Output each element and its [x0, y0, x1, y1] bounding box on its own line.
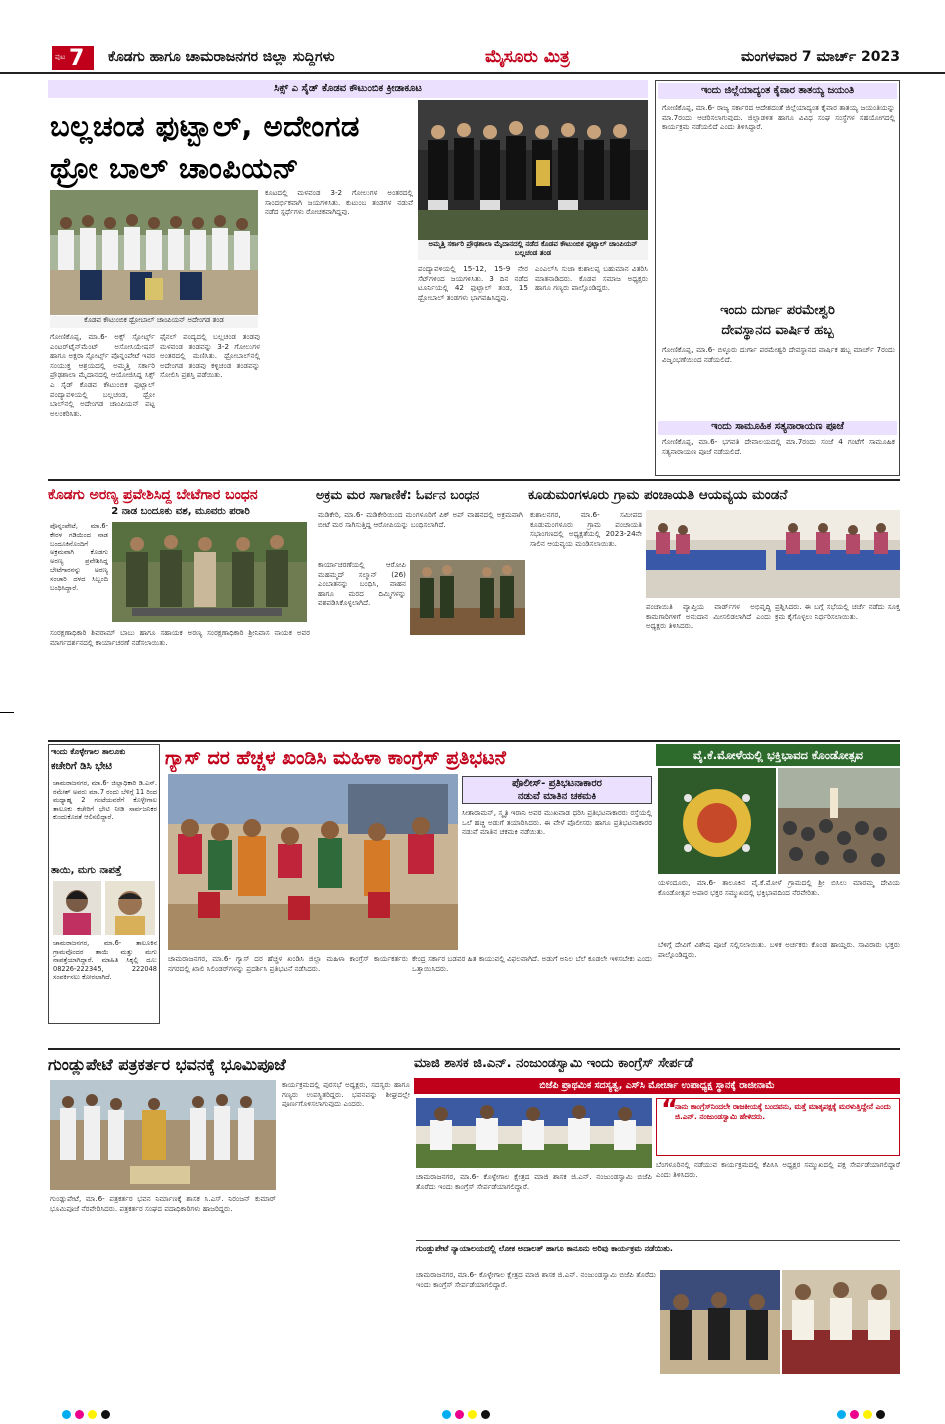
budget-body: ಕುಶಾಲನಗರ, ಮಾ.6- ಸಮೀಪದ ಕೂಡುಮಂಗಳೂರು ಗ್ರಾಮ ಪಂಚಾಯತಿ ಸಭಾಂಗಣದಲ್ಲಿ ಅಧ್ಯಕ್ಷತೆಯಲ್ಲಿ 2023-24ನೇ ಸಾಲಿನ ಆಯವ್ಯಯ ಮಂಡಿಸಲಾಯಿತು. [530, 510, 642, 548]
budget-title: ಕೂಡುಮಂಗಳೂರು ಗ್ರಾಮ ಪಂಚಾಯತಿ ಆಯವ್ಯಯ ಮಂಡನೆ [528, 487, 788, 503]
court-photo-right [782, 1270, 900, 1374]
forest-title: ಕೊಡಗು ಅರಣ್ಯ ಪ್ರವೇಶಿಸಿದ್ದ ಬೇಟೆಗಾರ ಬಂಧನ [48, 487, 258, 503]
sports-headline-2: ಥ್ರೋ ಬಾಲ್ ಚಾಂಪಿಯನ್ [50, 151, 300, 185]
puja-body: ಗೋಣಿಕೊಪ್ಪ, ಮಾ.6- ಭಗವತಿ ದೇವಾಲಯದಲ್ಲಿ ಮಾ.7ರಂದು ಸಂಜೆ 4 ಗಂಟೆಗೆ ಸಾಮೂಹಿಕ ಸತ್ಯನಾರಾಯಣ ಪೂಜೆ ನಡೆಯಲಿದೆ. [662, 437, 895, 456]
puja-title: ಇಂದು ಸಾಮೂಹಿಕ ಸತ್ಯನಾರಾಯಣ ಪೂಜೆ [658, 421, 897, 435]
congress-body: ಚಾಮರಾಜನಗರ, ಮಾ.6- ಕೊಳ್ಳೇಗಾಲ ಕ್ಷೇತ್ರದ ಮಾಜಿ ಶಾಸಕ ಜಿ.ಎನ್. ನಂಜುಂಡಸ್ವಾಮಿ ಬಿಜೆಪಿ ತೊರೆದು ಇಂದು ಕಾಂಗ್ರೆಸ್ ಸೇರ್ಪಡೆಯಾಗಲಿದ್ದಾರೆ. [416, 1172, 652, 1191]
budget-body-3: ಪ್ರಶ್ನಿಸಿದರು. ಈ ಬಗ್ಗೆ ಸಭೆಯಲ್ಲಿ ಚರ್ಚೆ ನಡೆದು ಸೂಕ್ತ ಕ್ರಮ ಕೈಗೊಳ್ಳಲು ನಿರ್ಧರಿಸಲಾಯಿತು. [775, 602, 900, 621]
jayanti-box [655, 80, 900, 476]
sports-body-col4: ಪಂದ್ಯಾವಳಿಯಲ್ಲಿ 15-12, 15-9 ನೇರ ಸೆಟ್‌ಗಳಿಂದ ಜಯಗಳಿಸಿತು. 3 ದಿನ ನಡೆದ ಟೂರ್ನಿಯಲ್ಲಿ 42 ಫುಟ್ಬಾಲ್ ತಂಡ, 15 ಥ್ರೋಬಾಲ್ ತಂಡಗಳು ಭಾಗವಹಿಸಿದ್ದವು. [418, 264, 528, 302]
kachery-title-1: ಇಂದು ಕೊಳ್ಳೇಗಾಲ ತಾಲೂಕು [51, 747, 126, 756]
gundlupet-ceremony-photo [50, 1080, 276, 1190]
budget-meeting-photo [646, 510, 900, 598]
protest-side-box [462, 776, 652, 804]
throwball-photo-caption: ಕೊಡವ ಕೌಟುಂಬಿಕ ಥ್ರೋಬಾಲ್ ಚಾಂಪಿಯನ್ ಅದೇಂಗಡ ತಂಡ [50, 316, 258, 328]
sports-kicker: ಸಿಕ್ಸ್ ಎ ಸೈಡ್ ಕೊಡವ ಕೌಟುಂಬಿಕ ಕ್ರೀಡಾಕೂಟ [274, 83, 422, 94]
missing-body: ಚಾಮರಾಜನಗರ, ಮಾ.6- ತಾಲೂಕಿನ ಗ್ರಾಮವೊಂದರ ತಾಯಿ ಮತ್ತು ಮಗು ನಾಪತ್ತೆಯಾಗಿದ್ದಾರೆ. ಮಾಹಿತಿ ಸಿಕ್ಕಲ್ಲಿ ದೂ: 08226-222345, 222048 ಸಂಪರ್ಕಿಸಲು ಕೋರಲಾಗಿದೆ. [53, 939, 157, 982]
festival-title: ವೈ.ಕೆ.ಮೋಳೆಯಲ್ಲಿ ಭಕ್ತಿಭಾವದ ಕೊಂಡೋತ್ಸವ [656, 744, 900, 766]
wood-body: ಮಡಿಕೇರಿ, ಮಾ.6- ಮಡಿಕೇರಿಯಿಂದ ಮಂಗಳೂರಿಗೆ ಪಿಕ್ ಅಪ್ ವಾಹನದಲ್ಲಿ ಅಕ್ರಮವಾಗಿ ಬೀಟೆ ಮರ ಸಾಗಿಸುತ್ತಿದ್ದ ಆರೋಪಿಯನ್ನು ಬಂಧಿಸಲಾಗಿದೆ. [318, 510, 523, 529]
sports-body-col1: ಗೋಣಿಕೊಪ್ಪ, ಮಾ.6- ಅಕ್ಸ್ ಸ್ಪೋರ್ಟ್ಸ್ ಎಂಟರ್‌ಟೈನ್‌ಮೆಂಟ್ ಅಸೋಸಿಯೇಷನ್ ಹಾಗೂ ಅಕ್ಷರಾ ಸ್ಪೋರ್ಟ್ಸ್ ಪೊನ್ನಂಪೇಟೆ ಇವರ ಸಂಯುಕ್ತ ಆಶ್ರಯದಲ್ಲಿ ಅಮ್ಮತ್ತಿ ಸರ್ಕಾರಿ ಪ್ರೌಢಶಾಲಾ ಮೈದಾನದಲ್ಲಿ ಆಯೋಜಿಸಿದ್ದ ಸಿಕ್ಸ್ ಎ ಸೈಡ್ ಕೊಡವ ಕೌಟುಂಬಿಕ ಫುಟ್ಬಾಲ್ ಪಂದ್ಯಾವಳಿಯಲ್ಲಿ ಬಲ್ಲಚಂಡ, ಥ್ರೋ ಬಾಲ್‌ನಲ್ಲಿ ಅದೇಂಗಡ ಚಾಂಪಿಯನ್ ಪಟ್ಟ ಅಲಂಕರಿಸಿತು. [50, 332, 155, 418]
page-label: ಪುಟ [55, 53, 66, 61]
durga-title-2: ದೇವಸ್ಥಾನದ ವಾರ್ಷಿಕ ಹಬ್ಬ [721, 323, 834, 338]
registration-marks-right [835, 1404, 895, 1416]
football-photo-caption: ಅಮ್ಮತ್ತಿ ಸರ್ಕಾರಿ ಪ್ರೌಢಶಾಲಾ ಮೈದಾನದಲ್ಲಿ ನಡೆದ ಕೊಡವ ಕೌಟುಂಬಿಕ ಫುಟ್ಬಾಲ್ ಚಾಂಪಿಯನ್ ಬಲ್ಲಚಂಡ ತಂಡ [418, 240, 648, 260]
masthead-logo: ಮೈಸೂರು ಮಿತ್ರ [485, 47, 570, 67]
protest-body: ಚಾಮರಾಜನಗರ, ಮಾ.6- ಗ್ಯಾಸ್ ದರ ಹೆಚ್ಚಳ ಖಂಡಿಸಿ ಜಿಲ್ಲಾ ಮಹಿಳಾ ಕಾಂಗ್ರೆಸ್ ಕಾರ್ಯಕರ್ತರು ನಗರದಲ್ಲಿ ಖಾಲಿ ಸಿಲಿಂಡರ್‌ಗಳನ್ನು ಪ್ರದರ್ಶಿಸಿ ಪ್ರತಿಭಟನೆ ನಡೆಸಿದರು. [168, 954, 408, 973]
durga-title-1: ಇಂದು ದುರ್ಗಾ ಪರಮೇಶ್ವರಿ [720, 303, 835, 318]
congress-quote-text: ನಾನು ಕಾಂಗ್ರೆಸ್‌ನಿಂದಲೇ ರಾಜಕೀಯಕ್ಕೆ ಬಂದವನು, ಮತ್ತೆ ಮಾತೃಪಕ್ಷಕ್ಕೆ ಮರಳುತ್ತಿದ್ದೇನೆ ಎಂದು ಜಿ.ಎನ್. ನಂಜುಂಡಸ್ವಾಮಿ ಹೇಳಿದರು. [675, 1102, 891, 1121]
forest-body: ಪೊನ್ನಂಪೇಟೆ, ಮಾ.6- ಕೇರಳ ಗಡಿಯಿಂದ ನಾಡ ಬಂದೂಕಿನೊಂದಿಗೆ ಅಕ್ರಮವಾಗಿ ಕೊಡಗು ಅರಣ್ಯ ಪ್ರವೇಶಿಸಿದ್ದ ಬೇಟೆಗಾರನನ್ನು ಅರಣ್ಯ ಸಂಚಾರಿ ದಳದ ಸಿಬ್ಬಂದಿ ಬಂಧಿಸಿದ್ದಾರೆ. [50, 522, 108, 592]
crop-mark-left [0, 712, 14, 713]
sports-kicker-bar [48, 80, 648, 98]
wood-seizure-photo [410, 560, 525, 635]
protest-title: ಗ್ಯಾಸ್ ದರ ಹೆಚ್ಚಳ ಖಂಡಿಸಿ ಮಹಿಳಾ ಕಾಂಗ್ರೆಸ್ ಪ್ರತಿಭಟನೆ [165, 747, 506, 769]
protest-box-title-1: ಪೊಲೀಸ್- ಪ್ರತಿಭಟನಾಕಾರರ [512, 778, 602, 789]
wood-title: ಅಕ್ರಮ ಮರ ಸಾಗಾಣಿಕೆ: ಓರ್ವನ ಬಂಧನ [316, 487, 480, 502]
page-header [0, 44, 945, 74]
congress-press-photo [416, 1098, 652, 1168]
jayanti-body: ಗೋಣಿಕೊಪ್ಪ, ಮಾ.6- ರಾಜ್ಯ ಸರ್ಕಾರದ ಆದೇಶದಂತೆ ಜಿಲ್ಲೆಯಾದ್ಯಂತ ಕೈವಾರ ತಾತಯ್ಯ ಜಯಂತಿಯನ್ನು ಮಾ.7ರಂದು ಆಚರಿಸಲಾಗುವುದು. ಜಿಲ್ಲಾಡಳಿತ ಹಾಗೂ ವಿವಿಧ ಸಂಘ ಸಂಸ್ಥೆಗಳ ಸಹಯೋಗದಲ್ಲಿ ಕಾರ್ಯಕ್ರಮ ನಡೆಯಲಿದೆ ಎಂದು ತಿಳಿಸಿದ್ದಾರೆ. [662, 103, 895, 132]
missing-title: ತಾಯಿ, ಮಗು ನಾಪತ್ತೆ [51, 865, 122, 876]
kachery-body: ಚಾಮರಾಜನಗರ, ಮಾ.6- ಜಿಲ್ಲಾಧಿಕಾರಿ ಡಿ.ಎಸ್. ರಮೇಶ್ ಅವರು ಮಾ.7 ರಂದು ಬೆಳಿಗ್ಗೆ 11 ರಿಂದ ಮಧ್ಯಾಹ್ನ 2 ಗಂಟೆಯವರೆಗೆ ಕೊಳ್ಳೇಗಾಲ ತಾಲೂಕು ಕಚೇರಿಗೆ ಭೇಟಿ ನೀಡಿ ಸಾರ್ವಜನಿಕರ ಕುಂದುಕೊರತೆ ಆಲಿಸಲಿದ್ದಾರೆ. [53, 779, 157, 822]
wood-body-2: ಕಾರ್ಯಾಚರಣೆಯಲ್ಲಿ ಆರೋಪಿ ಮಹಮ್ಮದ್ ಸಲ್ಮಾನ್ (26) ಎಂಬಾತನನ್ನು ಬಂಧಿಸಿ, ವಾಹನ ಹಾಗೂ ಮರದ ದಿಮ್ಮಿಗಳನ್ನು ವಶಪಡಿಸಿಕೊಳ್ಳಲಾಗಿದೆ. [318, 560, 406, 608]
sports-body-col3: ಕೂಟದಲ್ಲಿ ಮಳವಂಡ 3-2 ಗೋಲುಗಳ ಅಂತರದಲ್ಲಿ ಸಾಂದರ್ಭಿಕವಾಗಿ ಜಯಗಳಿಸಿತು. ಕುಟುಂಬ ತಂಡಗಳ ನಡುವೆ ನಡೆದ ಸ್ಪರ್ಧೆಗಳು ರೋಚಕವಾಗಿದ್ದವು. [265, 188, 413, 217]
section-divider-2 [48, 740, 900, 742]
budget-body-2: ಪಂಚಾಯಿತಿ ವ್ಯಾಪ್ತಿಯ ವಾರ್ಡ್‌ಗಳ ಅಭಿವೃದ್ಧಿ ಕಾಮಗಾರಿಗಳಿಗೆ ಅನುದಾನ ಮೀಸಲಿಡಲಾಗಿದೆ ಎಂದು ಅಧ್ಯಕ್ಷರು ತಿಳಿಸಿದರು. [646, 602, 771, 631]
durga-body: ಗೋಣಿಕೊಪ್ಪ, ಮಾ.6- ಬಿಳ್ಳೂರು ದುರ್ಗಾ ಪರಮೇಶ್ವರಿ ದೇವಸ್ಥಾನದ ವಾರ್ಷಿಕ ಹಬ್ಬ ಮಾರ್ಚ್ 7ರಂದು ವಿಜೃಂಭಣೆಯಿಂದ ನಡೆಯಲಿದೆ. [662, 345, 895, 364]
section-title: ಕೊಡಗು ಹಾಗೂ ಚಾಮರಾಜನಗರ ಜಿಲ್ಲಾ ಸುದ್ದಿಗಳು [108, 49, 335, 65]
congress-bottom-note: ಗುಂಡ್ಲುಪೇಟೆ ನ್ಯಾಯಾಲಯದಲ್ಲಿ ಲೋಕ ಅದಾಲತ್ ಹಾಗೂ ಕಾನೂನು ಅರಿವು ಕಾರ್ಯಕ್ರಮ ನಡೆಯಿತು. [416, 1240, 900, 1266]
court-photo-left [660, 1270, 780, 1374]
gundlupet-body-2: ಕಾರ್ಯಕ್ರಮದಲ್ಲಿ ಪುರಸಭೆ ಅಧ್ಯಕ್ಷರು, ಸದಸ್ಯರು ಹಾಗೂ ಗಣ್ಯರು ಉಪಸ್ಥಿತರಿದ್ದರು. ಭವನವನ್ನು ಶೀಘ್ರದಲ್ಲೇ ಪೂರ್ಣಗೊಳಿಸಲಾಗುವುದು ಎಂದರು. [282, 1080, 410, 1109]
protest-box-body: ಸೀತಾರಾಮನ್, ಸ್ಮೃತಿ ಇರಾನಿ ಅವರ ಮುಖವಾಡ ಧರಿಸಿ ಪ್ರತಿಭಟನಾಕಾರರು ರಸ್ತೆಯಲ್ಲಿ ಒಲೆ ಹಚ್ಚಿ ಅಡುಗೆ ತಯಾರಿಸಿದರು. ಈ ವೇಳೆ ಪೊಲೀಸರು ಹಾಗೂ ಪ್ರತಿಭಟನಾಕಾರರ ನಡುವೆ ಮಾತಿನ ಚಕಮಕಿ ನಡೆಯಿತು. [462, 808, 652, 837]
throwball-team-photo [50, 190, 258, 315]
festival-body: ಯಳಂದೂರು, ಮಾ.6- ತಾಲೂಕಿನ ವೈ.ಕೆ.ಮೋಳೆ ಗ್ರಾಮದಲ್ಲಿ ಶ್ರೀ ಬಿಸಿಲು ಮಾರಮ್ಮ ದೇವಿಯ ಕೊಂಡೋತ್ಸವ ಅಪಾರ ಭಕ್ತರ ಸಮ್ಮುಖದಲ್ಲಿ ಭಕ್ತಿಭಾವದಿಂದ ನೆರವೇರಿತು. [658, 878, 900, 897]
forest-arrest-photo [112, 522, 307, 622]
sports-body-col2: ಫೈನಲ್ ಪಂದ್ಯದಲ್ಲಿ ಬಲ್ಲಚಂಡ ತಂಡವು ಮಳವಂಡ ತಂಡವನ್ನು 3-2 ಗೋಲುಗಳ ಅಂತರದಲ್ಲಿ ಮಣಿಸಿತು. ಥ್ರೋಬಾಲ್‌ನಲ್ಲಿ ಅದೇಂಗಡ ತಂಡವು ಕಳ್ಳಿಚಂಡ ತಂಡವನ್ನು ಸೋಲಿಸಿ ಪ್ರಶಸ್ತಿ ಪಡೆಯಿತು. [160, 332, 260, 380]
jayanti-title: ಇಂದು ಜಿಲ್ಲೆಯಾದ್ಯಂತ ಕೈವಾರ ತಾತಯ್ಯ ಜಯಂತಿ [658, 83, 897, 99]
registration-marks-left [60, 1404, 120, 1416]
kachery-box [48, 744, 160, 1024]
congress-subtitle: ಬಿಜೆಪಿ ಪ್ರಾಥಮಿಕ ಸದಸ್ಯತ್ವ, ಎಸ್‌ಸಿ ಮೋರ್ಚಾ ಉಪಾಧ್ಯಕ್ಷ ಸ್ಥಾನಕ್ಕೆ ರಾಜೀನಾಮೆ [414, 1078, 900, 1094]
quote-mark-icon: “ [661, 1095, 679, 1125]
issue-date: ಮಂಗಳವಾರ 7 ಮಾರ್ಚ್ 2023 [741, 49, 900, 65]
sports-body-col5: ಎಂಎಲ್‌ಸಿ ಸುಜಾ ಕುಶಾಲಪ್ಪ ಬಹುಮಾನ ವಿತರಿಸಿ ಮಾತನಾಡಿದರು. ಕೊಡವ ಸಮಾಜ ಅಧ್ಯಕ್ಷರು ಹಾಗೂ ಗಣ್ಯರು ಪಾಲ್ಗೊಂಡಿದ್ದರು. [535, 264, 648, 293]
gundlupet-title: ಗುಂಡ್ಲುಪೇಟೆ ಪತ್ರಕರ್ತರ ಭವನಕ್ಕೆ ಭೂಮಿಪೂಜೆ [48, 1055, 286, 1074]
missing-child-photo [105, 881, 155, 935]
page-number-badge [52, 46, 94, 70]
protest-body-2: ಕೇಂದ್ರ ಸರ್ಕಾರ ಬಡವರ ಹಿತ ಕಾಯುವಲ್ಲಿ ವಿಫಲವಾಗಿದೆ. ಅಡುಗೆ ಅನಿಲ ಬೆಲೆ ಕೂಡಲೇ ಇಳಿಸಬೇಕು ಎಂದು ಒತ್ತಾಯಿಸಿದರು. [412, 954, 652, 973]
gundlupet-body: ಗುಂಡ್ಲುಪೇಟೆ, ಮಾ.6- ಪತ್ರಕರ್ತರ ಭವನ ನಿರ್ಮಾಣಕ್ಕೆ ಶಾಸಕ ಸಿ.ಎಸ್. ನಿರಂಜನ್ ಕುಮಾರ್ ಭೂಮಿಪೂಜೆ ನೆರವೇರಿಸಿದರು. ಪತ್ರಕರ್ತರ ಸಂಘದ ಪದಾಧಿಕಾರಿಗಳು ಹಾಜರಿದ್ದರು. [50, 1194, 276, 1213]
protest-box-title-2: ನಡುವೆ ಮಾತಿನ ಚಕಮಕಿ [517, 791, 597, 802]
congress-quote [656, 1095, 900, 1156]
sports-headline-1: ಬಲ್ಲಚಂಡ ಫುಟ್ಬಾಲ್, ಅದೇಂಗಡ [50, 109, 360, 143]
festival-body-2: ಬೆಳಿಗ್ಗೆ ದೇವಿಗೆ ವಿಶೇಷ ಪೂಜೆ ಸಲ್ಲಿಸಲಾಯಿತು. ಬಳಿಕ ಅರ್ಚಕರು ಕೊಂಡ ಹಾಯ್ದರು. ಸಾವಿರಾರು ಭಕ್ತರು ಪಾಲ್ಗೊಂಡಿದ್ದರು. [658, 940, 900, 959]
congress-body-3: ಚಾಮರಾಜನಗರ, ಮಾ.6- ಕೊಳ್ಳೇಗಾಲ ಕ್ಷೇತ್ರದ ಮಾಜಿ ಶಾಸಕ ಜಿ.ಎನ್. ನಂಜುಂಡಸ್ವಾಮಿ ಬಿಜೆಪಿ ತೊರೆದು ಇಂದು ಕಾಂಗ್ರೆಸ್ ಸೇರ್ಪಡೆಯಾಗಲಿದ್ದಾರೆ. [416, 1270, 656, 1289]
congress-title: ಮಾಜಿ ಶಾಸಕ ಜಿ.ಎನ್. ನಂಜುಂಡಸ್ವಾಮಿ ಇಂದು ಕಾಂಗ್ರೆಸ್ ಸೇರ್ಪಡೆ [414, 1056, 694, 1071]
section-divider-3 [48, 1048, 900, 1050]
congress-body-2: ಬೆಂಗಳೂರಿನಲ್ಲಿ ನಡೆಯುವ ಕಾರ್ಯಕ್ರಮದಲ್ಲಿ ಕೆಪಿಸಿಸಿ ಅಧ್ಯಕ್ಷರ ಸಮ್ಮುಖದಲ್ಲಿ ಪಕ್ಷ ಸೇರ್ಪಡೆಯಾಗಲಿದ್ದಾರೆ ಎಂದು ತಿಳಿಸಿದರು. [656, 1160, 900, 1179]
missing-mother-photo [53, 881, 101, 935]
kachery-title-2: ಕಚೇರಿಗೆ ಡಿಸಿ ಭೇಟಿ [51, 761, 112, 772]
forest-body-2: ಸಂರಕ್ಷಣಾಧಿಕಾರಿ ಶಿವರಾಮ್ ಬಾಬು ಹಾಗೂ ಸಹಾಯಕ ಅರಣ್ಯ ಸಂರಕ್ಷಣಾಧಿಕಾರಿ ಶ್ರೀನಿವಾಸ ನಾಯಕ ಅವರ ಮಾರ್ಗದರ್ಶನದಲ್ಲಿ ಕಾರ್ಯಾಚರಣೆ ನಡೆಸಲಾಯಿತು. [50, 628, 310, 647]
section-divider [48, 479, 900, 481]
registration-marks-center [440, 1404, 500, 1416]
forest-subtitle: 2 ನಾಡ ಬಂದೂಕು ವಶ, ಮೂವರು ಪರಾರಿ [111, 506, 250, 517]
football-team-photo [418, 100, 648, 240]
page-number: 7 [69, 46, 85, 71]
protest-photo [168, 774, 458, 950]
festival-photo-left [658, 768, 776, 874]
festival-photo-right [778, 768, 900, 874]
